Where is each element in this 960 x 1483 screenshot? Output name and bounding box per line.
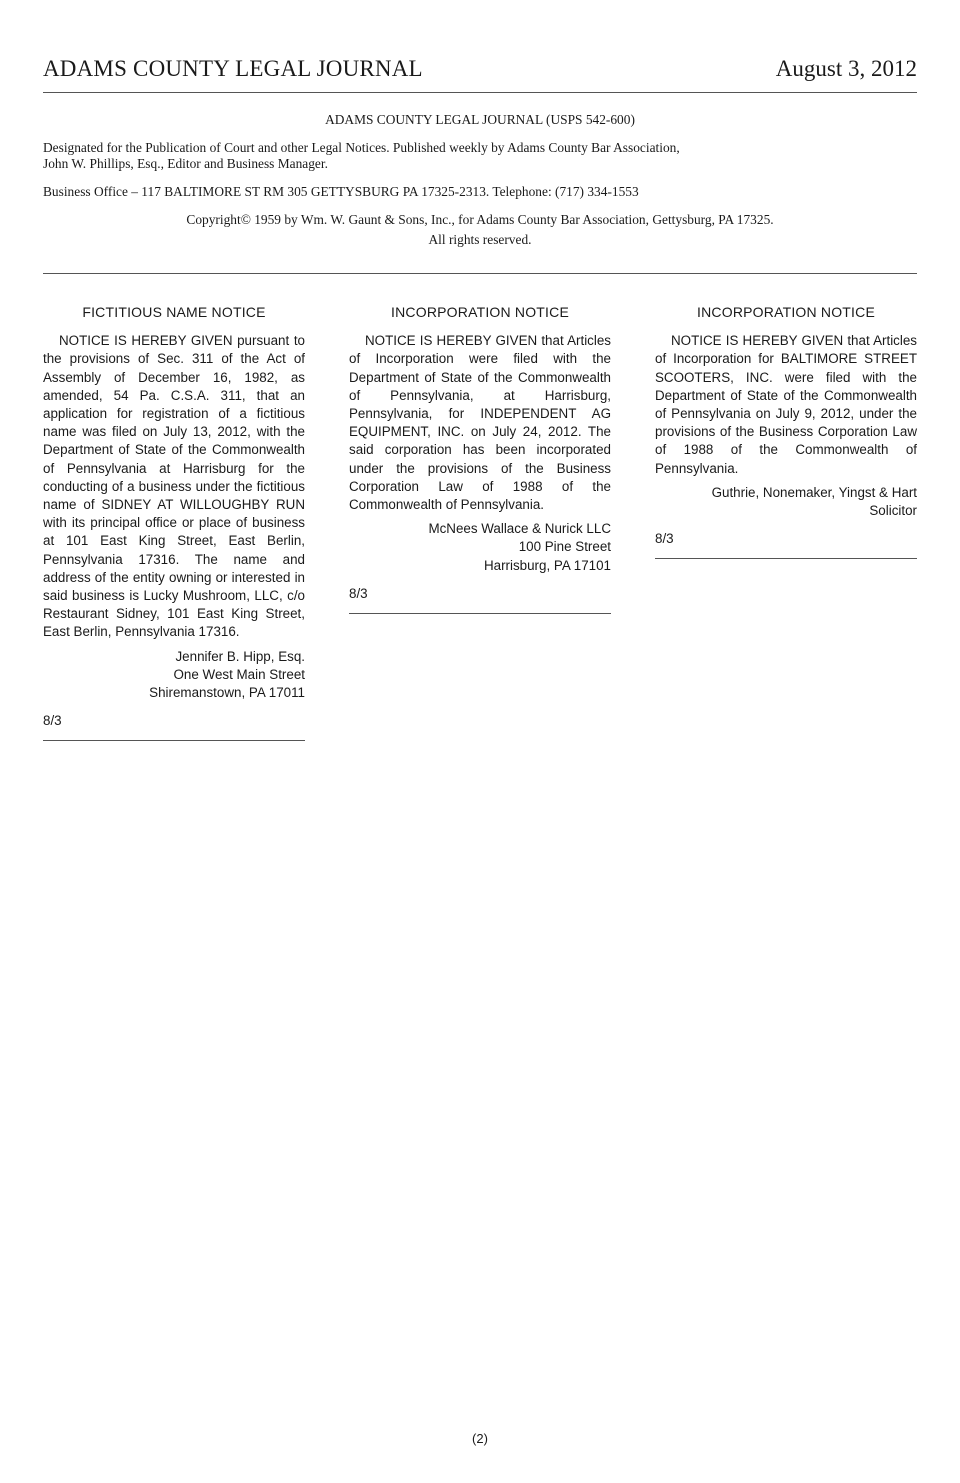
notice-body: NOTICE IS HEREBY GIVEN pursuant to the provisions of Sec. 311 of the Act of Assembly of December 16, 1982, as amended, 54 Pa. C.S.A. 311, that an application for registration of a fictitious name was filed on July 13, 2012, with the Department of State of the Commonwealth of Pennsylvania at Harrisburg for the conducting of a business under the fictitious name of SIDNEY AT WILLOUGHBY RUN with its principal office or place of business at 101 East King Street, East Berlin, Pennsylvania 17316. The name and address of the entity owning or interested in said business is Lucky Mushroom, LLC, c/o Restaurant Sidney, 101 East King Street, East Berlin, Pennsylvania 17316. — [43, 333, 305, 640]
copyright: Copyright© 1959 by Wm. W. Gaunt & Sons, Inc., for Adams County Bar Association, Gettysburg, PA 17325. — [186, 212, 774, 227]
notice-date: 8/3 — [349, 585, 368, 601]
notice-heading: INCORPORATION NOTICE — [697, 304, 875, 320]
signature-line: Harrisburg, PA 17101 — [483, 557, 611, 573]
notice-signature — [43, 648, 305, 703]
notice-end-rule — [655, 558, 917, 559]
signature-line: One West Main Street — [173, 666, 305, 682]
page-number: (2) — [472, 1431, 488, 1446]
issue-date: August 3, 2012 — [775, 56, 917, 81]
notice-heading: FICTITIOUS NAME NOTICE — [82, 304, 266, 320]
notice-body: NOTICE IS HEREBY GIVEN that Articles of Incorporation were filed with the Department of State of the Commonwealth of Pennsylvania, at Harrisburg, Pennsylvania, for INDEPENDENT AG EQUIPMENT, INC. on July 24, 2012. The said corporation has been incorporated under the provisions of the Business Corporation Law of 1988 of the Commonwealth of Pennsylvania. — [349, 333, 611, 513]
business-office: Business Office – 117 BALTIMORE ST RM 305 GETTYSBURG PA 17325-2313. Telephone: (717) 334-1553 — [43, 184, 639, 199]
designation-line-1: Designated for the Publication of Court and other Legal Notices. Published weekly by Adams County Bar Association, — [43, 140, 680, 155]
running-head — [43, 52, 917, 93]
masthead — [43, 112, 917, 248]
signature-line: Guthrie, Nonemaker, Yingst & Hart — [711, 484, 917, 500]
designation — [43, 140, 917, 172]
notice-heading: INCORPORATION NOTICE — [391, 304, 569, 320]
notice-column-2 — [349, 303, 611, 614]
notice-date: 8/3 — [655, 531, 674, 547]
notice-signature — [655, 484, 917, 520]
notice-column-3 — [655, 303, 917, 559]
signature-line: McNees Wallace & Nurick LLC — [428, 521, 611, 537]
rights-reserved: All rights reserved. — [428, 232, 532, 247]
signature-line: Solicitor — [869, 503, 917, 519]
notice-signature — [349, 520, 611, 575]
notice-end-rule — [349, 613, 611, 614]
publication-line: ADAMS COUNTY LEGAL JOURNAL (USPS 542-600) — [325, 112, 635, 127]
signature-line: Shiremanstown, PA 17011 — [149, 685, 305, 701]
signature-line: Jennifer B. Hipp, Esq. — [175, 648, 305, 664]
journal-title: ADAMS COUNTY LEGAL JOURNAL — [43, 56, 423, 81]
signature-line: 100 Pine Street — [518, 539, 611, 555]
notice-date: 8/3 — [43, 713, 62, 729]
masthead-divider — [43, 273, 917, 274]
designation-line-2: John W. Phillips, Esq., Editor and Business Manager. — [43, 156, 328, 171]
notice-end-rule — [43, 740, 305, 741]
notice-column-1 — [43, 303, 305, 741]
notice-body: NOTICE IS HEREBY GIVEN that Articles of Incorporation for BALTIMORE STREET SCOOTERS, INC. were filed with the Department of State of the Commonwealth of Pennsylvania on July 9, 2012, under the provisions of the Business Corporation Law of 1988 of the Commonwealth of Pennsylvania. — [655, 333, 917, 476]
